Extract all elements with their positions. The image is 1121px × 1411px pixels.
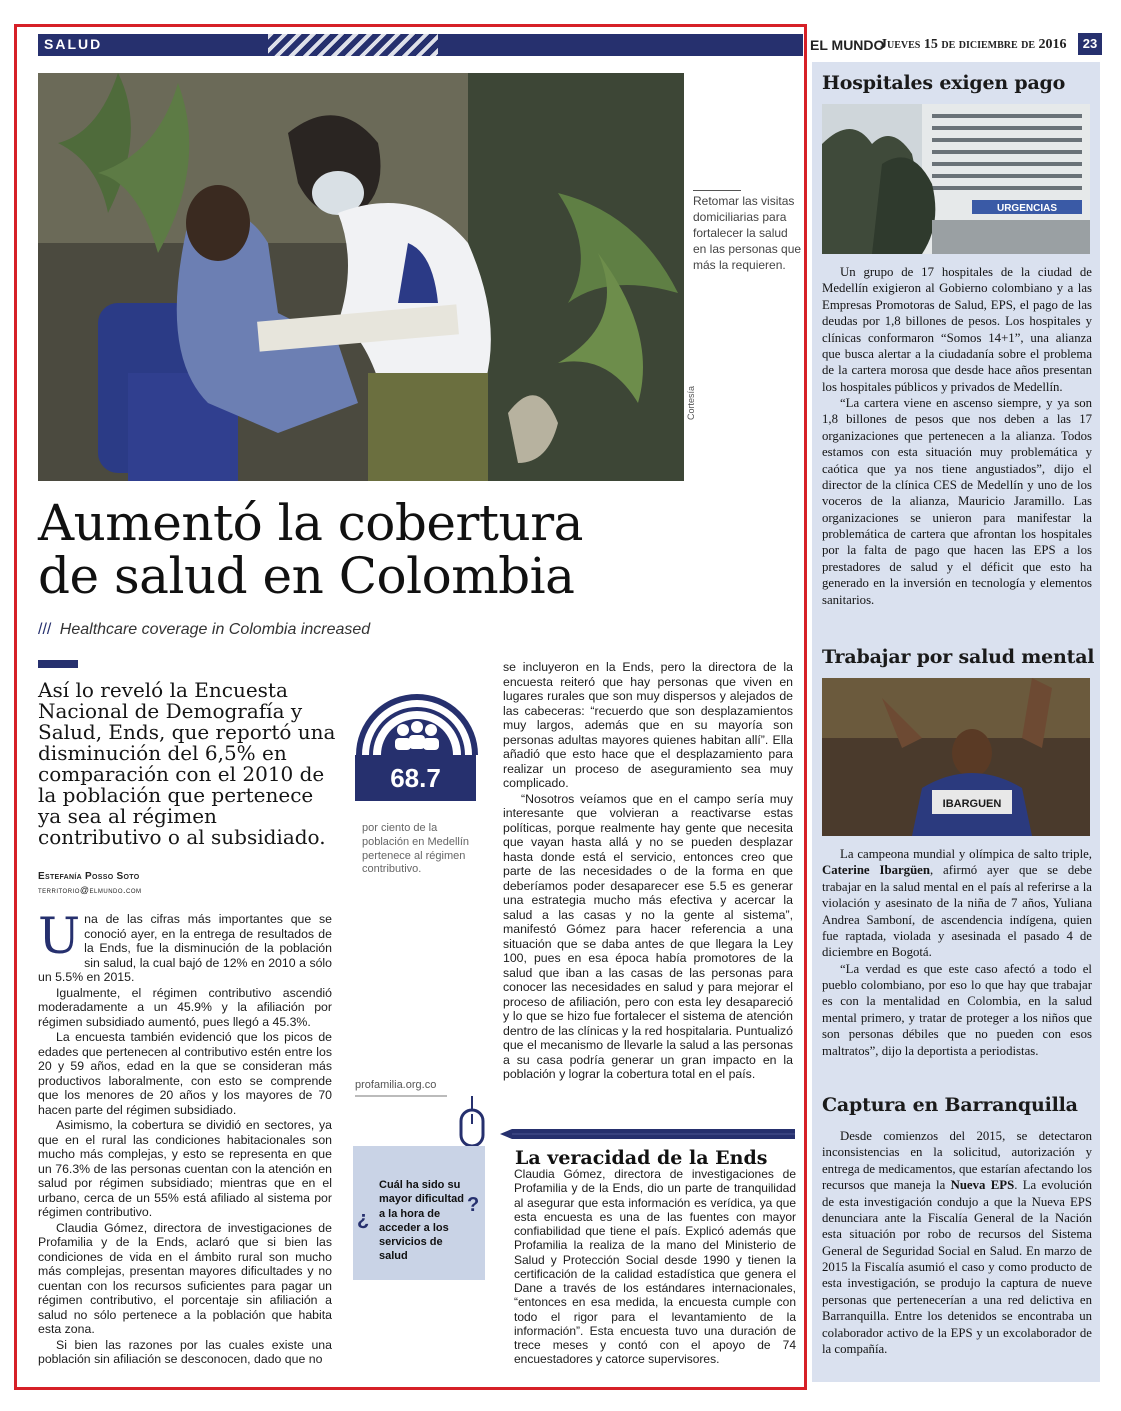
- paragraph: Desde comienzos del 2015, se detectaron inconsistencias en la solicitud, autorización y entrega de medicamentos, que estarían afectando los recursos que maneja la Nueva EPS. La evolución de esta investigación condujo a que la Nueva EPS denunciara ante la Fiscalía General de la Nación esta situación por robo de recursos del Sistema General de Seguridad Social en Salud. En marzo de 2015 la Fiscalía asumió el caso y como producto de esta investigación, se produjo la captura de nueve personas que pertenecerían a una red delictiva en Barranquilla. Entre los detenidos se encontraba un colaborador activo de la EPS y un excolaborador de la compañía.: [822, 1129, 1092, 1356]
- web-url: profamilia.org.co: [355, 1079, 437, 1091]
- headline-line-2: de salud en Colombia: [38, 547, 575, 605]
- author-email: territorio@elmundo.com: [38, 885, 142, 895]
- subhead-marker: ///: [38, 621, 52, 638]
- paragraph: Claudia Gómez, directora de investigaciones de Profamilia y de la Ends, dio un parte de tranquilidad al asegurar que esta información es verídica, ya que esta encuesta es una de las fuentes con mayor confiabilidad que tiene el país. Explicó además que Profamilia la realiza de la mano del Ministerio de Salud y Protección Social desde 1990 y tienen la certificación de la calidad estadística que genera el Dane a través de los estándares internacionales, “entonces en esa medida, la encuesta cumple con todo el rigor para el levantamiento de la información”. Esta encuesta tuvo una duración de trece meses y contó con el apoyo de 74 encuestadores y catorce supervisores.: [514, 1167, 796, 1367]
- paragraph: “La verdad es que este caso afectó a todo el pueblo colombiano, por eso lo que hay que trabajar es con la mentalidad en Colombia, en la salud mental primero, y tratar de proteger a los niños que son personas débiles que no pueden con esos maltratos”, dijo la deportista a periodistas.: [822, 961, 1092, 1058]
- masthead: [810, 33, 1110, 57]
- hospital-building-illustration: [822, 104, 1090, 254]
- article-column-2: [503, 660, 793, 1083]
- sidebar-title-hospitals: Hospitales exigen pago: [822, 72, 1066, 94]
- paragraph: Si bien las razones por las cuales existe una población sin afiliación se desconocen, dado que no: [38, 1337, 332, 1366]
- article-column-1: [38, 907, 332, 1368]
- photo-credit: Cortesía: [686, 385, 696, 420]
- paragraph: Igualmente, el régimen contributivo ascendió moderadamente a un 45.9% y la afiliación por régimen subsidiado aumentó, pues llegó a 45.3%.: [38, 985, 332, 1029]
- sidebar-title-capture: Captura en Barranquilla: [822, 1094, 1078, 1116]
- box-title: La veracidad de la Ends: [515, 1147, 768, 1169]
- section-bar-stripes: [268, 34, 438, 56]
- stat-value: 68.7: [390, 763, 441, 793]
- stat-graphic: [355, 685, 485, 805]
- photo-caption: [693, 190, 803, 274]
- section-bar: [38, 34, 803, 56]
- sidebar-text-mental-health: [822, 846, 1092, 1059]
- article-lead: Así lo reveló la Encuesta Nacional de Demografía y Salud, Ends, que reportó una disminución del 6,5% en comparación con el 2010 de la población que pertenece ya sea al régimen contributivo o al subsidiado.: [38, 678, 336, 849]
- reader-question-box: [353, 1146, 485, 1280]
- question-mark-open: ¿: [357, 1208, 370, 1230]
- paragraph: Claudia Gómez, directora de investigaciones de Profamilia y de la Ends, aclaró que si bien las condiciones de vida en el ámbito rural son mucho más complejas, presentan mayores dificultades y no cuentan con los recursos suficientes para pagar un régimen contributivo, el porcentaje sin afiliación a salud no sólo pertenece a la población que habita esta zona.: [38, 1220, 332, 1336]
- paragraph: Una de las cifras más importantes que se conoció ayer, en la entrega de resultados de la Ends, fue la disminución de la población sin salud, la cual bajó de 12% en 2010 a sólo un 5.5% en 2015.: [38, 907, 332, 984]
- paragraph: Asimismo, la cobertura se dividió en sectores, ya que en el rural las condiciones habitacionales son mucho más complejas, y esto se representa en que un 76.3% de las personas cuentan con la atención en salud por régimen subsidiado; mientras que en el urbano, cerca de un 55% está afiliado al sistema por régimen contributivo.: [38, 1118, 332, 1219]
- athlete-illustration: [822, 678, 1090, 836]
- urgencias-sign: URGENCIAS: [996, 203, 1058, 214]
- subhead-text: Healthcare coverage in Colombia increased: [59, 621, 371, 638]
- sidebar-text-capture: [822, 1128, 1092, 1357]
- question-mark-close: ?: [467, 1194, 480, 1216]
- pencil-icon: [500, 1128, 795, 1140]
- bib-name: IBARGUEN: [942, 798, 1002, 810]
- author-name: Estefanía Posso Soto: [38, 871, 140, 882]
- athlete-photo: [822, 678, 1090, 836]
- caption-text: Retomar las visitas domiciliarias para fortalecer la salud en las personas que más la requieren.: [693, 194, 802, 272]
- box-text: [514, 1167, 796, 1368]
- sidebar-title-mental-health: Trabajar por salud mental: [822, 646, 1095, 668]
- drop-cap: U: [38, 907, 81, 965]
- article-subhead: [38, 621, 370, 639]
- newspaper-name: EL MUNDO: [810, 37, 885, 53]
- headline-line-1: Aumentó la cobertura: [38, 494, 583, 552]
- stat-description: por ciento de la población en Medellín pertenece al régimen contributivo.: [362, 822, 470, 876]
- paragraph: “Nosotros veíamos que en el campo sería muy interesante que volvieran a reactivarse estas políticas, porque realmente hay gente que necesita que vayan hasta allá y no se pueden desplazar hasta donde está el servicio, entonces creo que parte de las necesidades o de la forma en que deberíamos poder desaparecer ese 5.5 es generar una estrategia mucho más efectiva y acercar la salud a las casas y no la gente al sistema”, manifestó Gómez para hacer referencia a una situación que se daba antes de que llegara la Ley 100, pues en esa época había promotores de la salud que iban a las casas de las personas para conocer las necesidades en salud y para mejorar el proceso de afiliación, pero con esta ley desapareció y lo que se hizo fue fortalecer el sistema de atención dentro de las clínicas y la red hospitalaria. Puntualizó que el mecanismo de llevarle la salud a las personas a su casa podría generar un gran impacto en la población y lograr la cobertura total en el país.: [503, 791, 793, 1081]
- main-photo: [38, 73, 684, 481]
- issue-date: Jueves 15 de diciembre de 2016: [880, 37, 1067, 52]
- article-headline: [38, 494, 758, 605]
- hospital-photo: [822, 104, 1090, 254]
- paragraph: Un grupo de 17 hospitales de la ciudad de Medellín exigieron al Gobierno colombiano y a las Empresas Promotoras de Salud, EPS, el pago de las deudas por 1,8 billones de pesos. Los hospitales y clínicas conformaron “Somos 14+1”, una alianza que busca alertar a la ciudadanía sobre el problema de la cartera morosa que desde hace años presentan los hospitales públicos y privados de Medellín.: [822, 265, 1092, 394]
- section-label: SALUD: [44, 36, 103, 52]
- paragraph: se incluyeron en la Ends, pero la directora de la encuesta reiteró que hay personas que viven en lugares rurales que son muy dispersos y alejados de las cabeceras: “recuerdo que son desplazamientos muy largos, además que en su mayoría son personas adultas mayores quienes habitan allí”. Ella añadió que esto hace que el desplazamiento para realizar un proceso de aseguramiento sea muy complicado.: [503, 660, 793, 790]
- athlete-name: Caterine Ibargüen: [822, 863, 930, 878]
- page-number: 23: [1078, 33, 1102, 55]
- home-visit-photo-illustration: [38, 73, 684, 481]
- eps-name: Nueva EPS: [950, 1178, 1015, 1193]
- accent-bar: [38, 660, 78, 668]
- caption-rule: [693, 190, 741, 191]
- sidebar-text-hospitals: [822, 264, 1092, 608]
- paragraph: “La cartera viene en ascenso siempre, y ya son 1,8 billones de pesos que nos deben a las 17 organizaciones que pertenecen a la alianza. Todos estamos con esta situación muy problemática y caótica que ya nos tiene angustiados”, dijo el director de la clínica CES de Medellín y uno de los voceros de la alianza, Mauricio Jaramillo. Las organizaciones se unieron para manifestar la problemática de cartera que afrontan los hospitales por la falta de pago que hacen las EPS a los prestadores de salud y el déficit que esto ha generado en la inversión en tecnología y elementos sanitarios.: [822, 396, 1092, 607]
- paragraph: La campeona mundial y olímpica de salto triple, Caterine Ibargüen, afirmó ayer que se debe trabajar en la salud mental en el país al referirse a la violación y asesinato de la niña de 7 años, Yuliana Andrea Samboní, de ascendencia indígena, quien fue raptada, violada y asesinada el pasado 4 de diciembre en Bogotá.: [822, 847, 1092, 960]
- paragraph: La encuesta también evidenció que los picos de edades que pertenecen al contributivo estén entre los 20 y 59 años, edad en la que se consideran más productivos laboralmente, con esto se comprende que los menores de 20 años y los mayores de 70 hacen parte del régimen subsidiado.: [38, 1030, 332, 1117]
- question-text: Cuál ha sido su mayor dificultad a la hora de acceder a los servicios de salud: [379, 1179, 464, 1263]
